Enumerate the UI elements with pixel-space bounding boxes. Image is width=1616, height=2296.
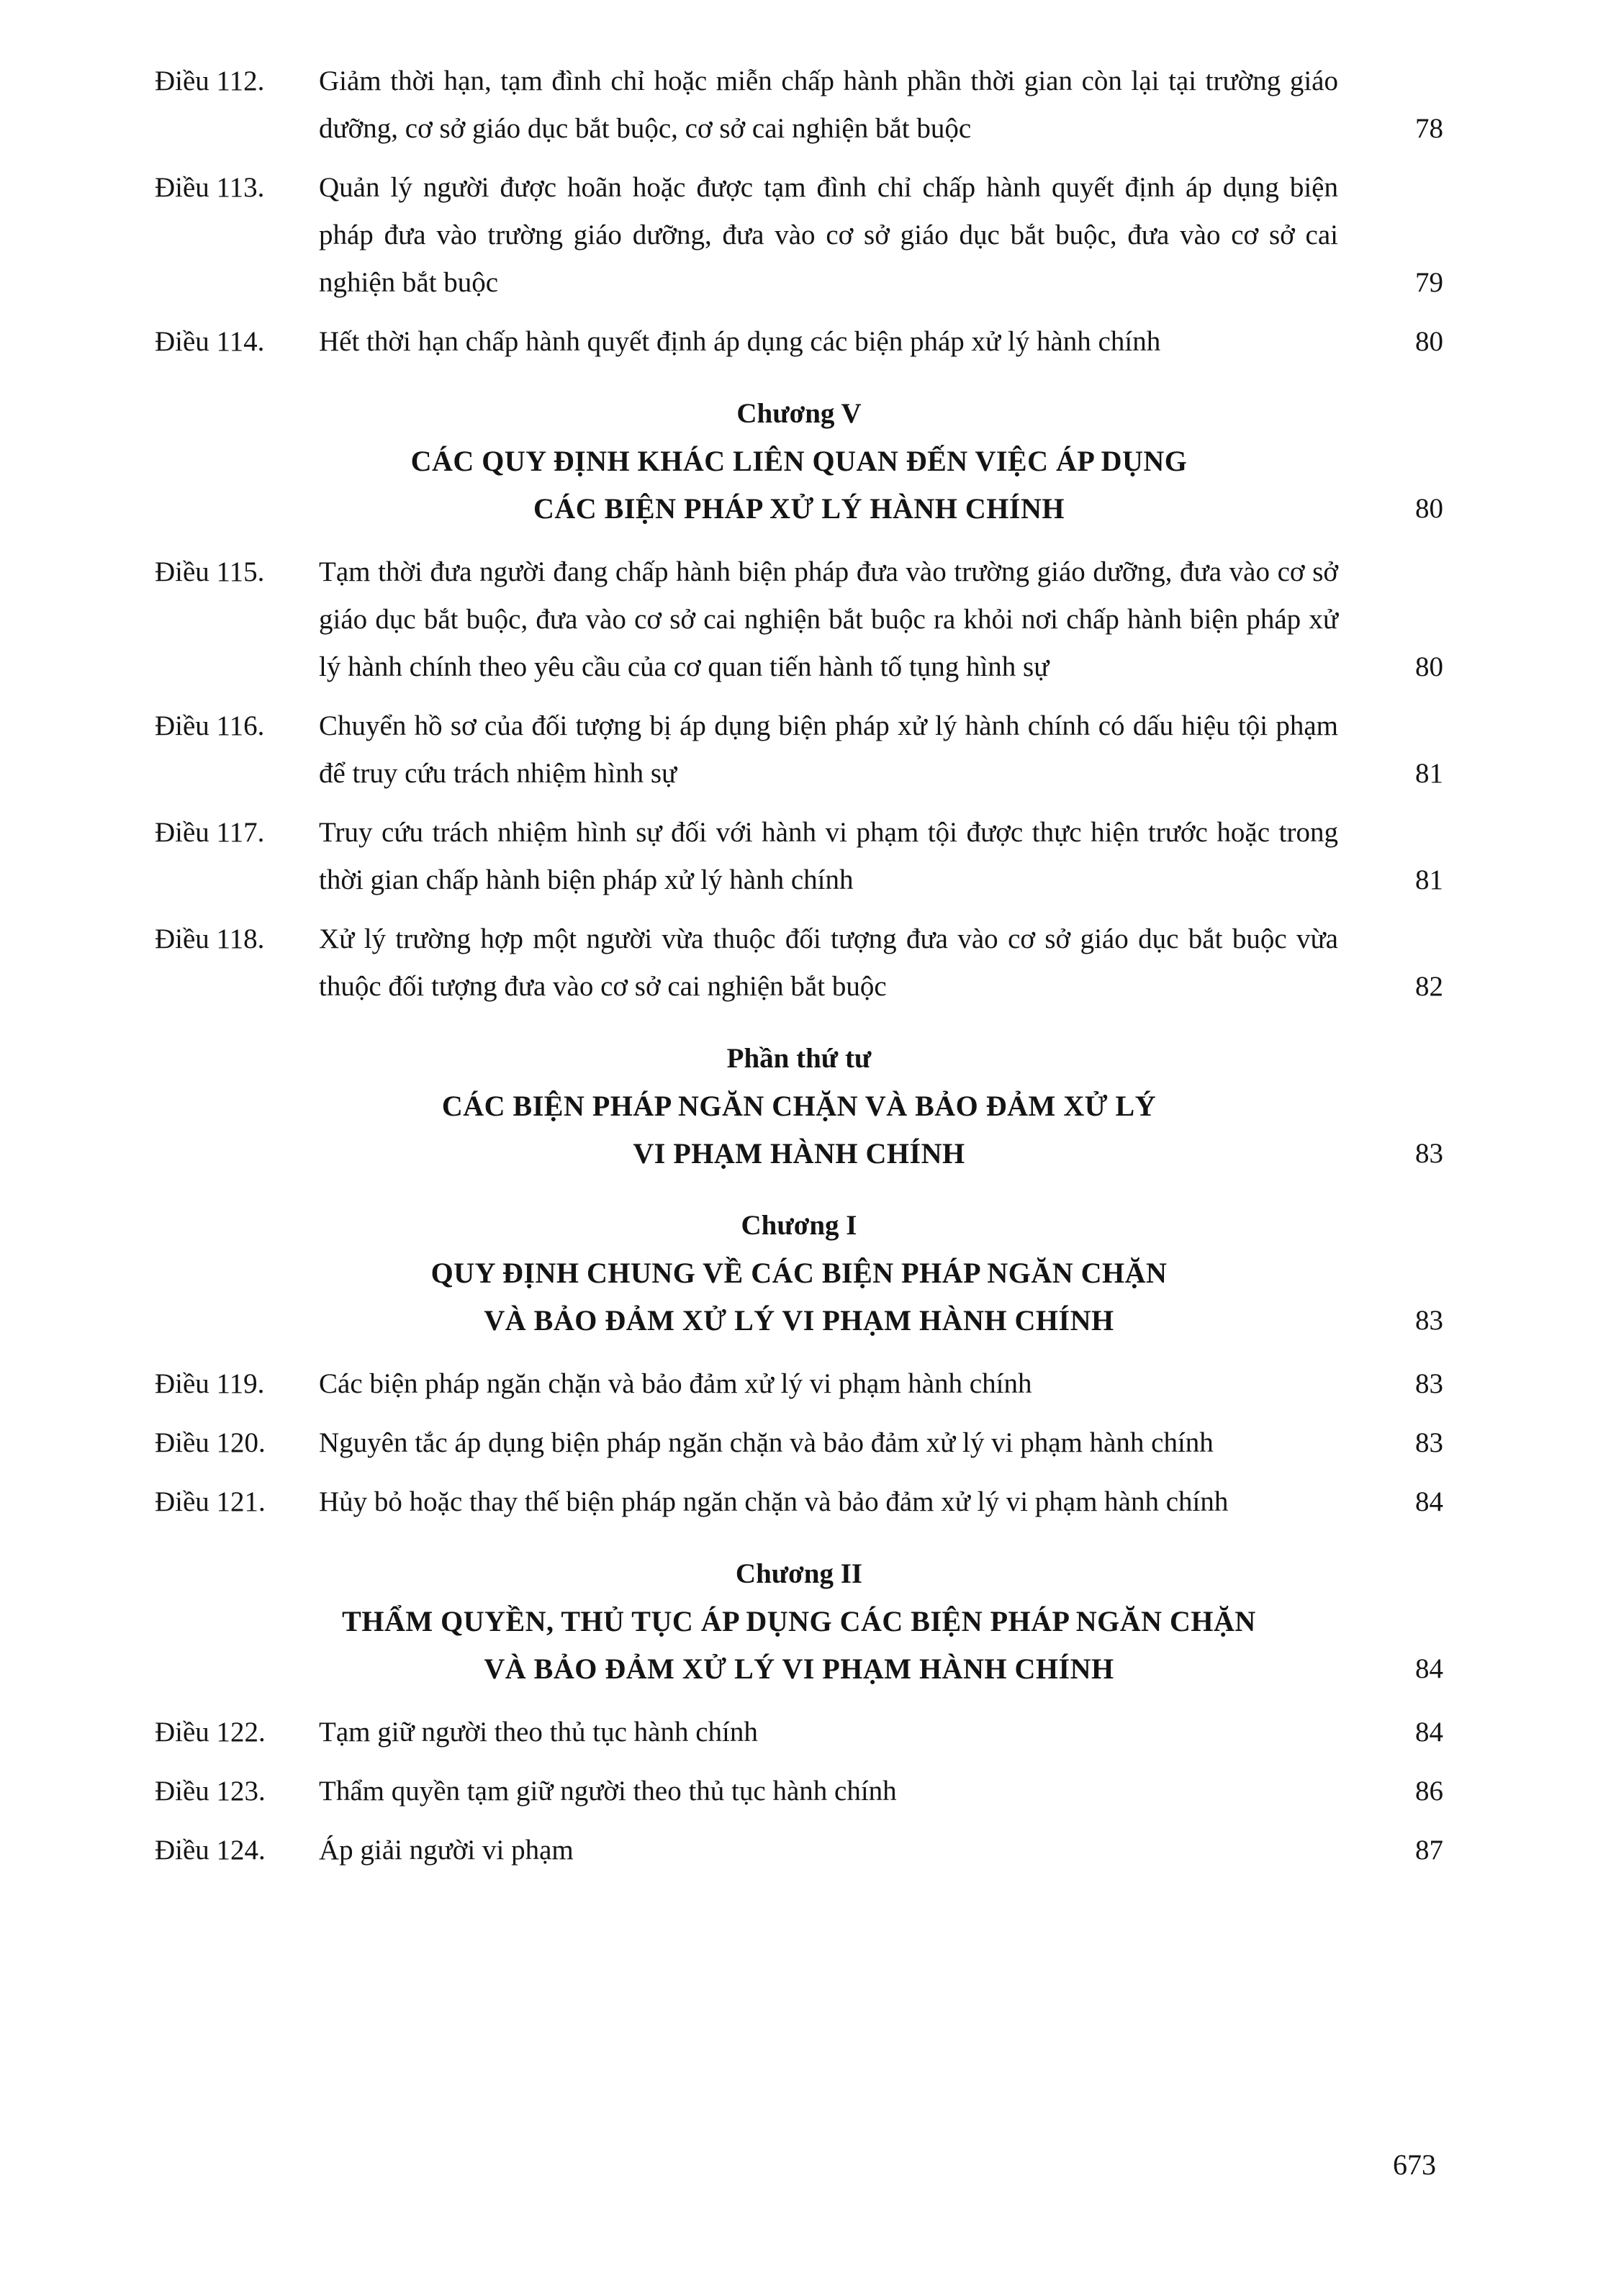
heading-title-line: CÁC BIỆN PHÁP XỬ LÝ HÀNH CHÍNH <box>533 492 1065 525</box>
heading-subtitle: Chương I <box>741 1210 857 1241</box>
entry-title: Tạm giữ người theo thủ tục hành chính <box>319 1717 758 1748</box>
heading-page-number: 83 <box>1415 1138 1443 1169</box>
heading-title-line: VÀ BẢO ĐẢM XỬ LÝ VI PHẠM HÀNH CHÍNH <box>484 1653 1114 1685</box>
entry-title: Hết thời hạn chấp hành quyết định áp dụng các biện pháp xử lý hành chính <box>319 326 1161 357</box>
chapter-heading <box>155 390 1443 533</box>
entry-title: Truy cứu trách nhiệm hình sự đối với hành vi phạm tội được thực hiện trước hoặc trong thời gian chấp hành biện pháp xử lý hành chính <box>319 817 1338 895</box>
entry-page-number: 81 <box>1415 758 1443 789</box>
toc-entry <box>155 809 1443 904</box>
heading-title-line: VÀ BẢO ĐẢM XỬ LÝ VI PHẠM HÀNH CHÍNH <box>484 1304 1114 1337</box>
entry-page-number: 83 <box>1415 1368 1443 1399</box>
toc-entry <box>155 1478 1443 1526</box>
toc-entry <box>155 1419 1443 1467</box>
entry-article-label: Điều 119. <box>155 1368 265 1399</box>
entry-page-number: 80 <box>1415 651 1443 682</box>
toc-entry <box>155 1360 1443 1408</box>
entry-page-number: 87 <box>1415 1835 1443 1866</box>
entry-title: Các biện pháp ngăn chặn và bảo đảm xử lý vi phạm hành chính <box>319 1368 1032 1399</box>
heading-subtitle: Phần thứ tư <box>726 1043 872 1074</box>
toc-entry <box>155 1768 1443 1815</box>
entry-article-label: Điều 115. <box>155 556 265 587</box>
entry-title: Áp giải người vi phạm <box>319 1835 574 1866</box>
toc-entry <box>155 702 1443 797</box>
heading-title-line: VI PHẠM HÀNH CHÍNH <box>633 1137 965 1170</box>
toc-entry <box>155 1709 1443 1756</box>
entry-article-label: Điều 121. <box>155 1486 266 1517</box>
heading-title-line: CÁC QUY ĐỊNH KHÁC LIÊN QUAN ĐẾN VIỆC ÁP DỤNG <box>410 445 1188 477</box>
toc-entry <box>155 318 1443 366</box>
entry-article-label: Điều 118. <box>155 923 265 954</box>
heading-title-line: THẨM QUYỀN, THỦ TỤC ÁP DỤNG CÁC BIỆN PHÁP NGĂN CHẶN <box>342 1605 1256 1637</box>
entry-title: Nguyên tắc áp dụng biện pháp ngăn chặn và bảo đảm xử lý vi phạm hành chính <box>319 1427 1214 1458</box>
toc-entry <box>155 548 1443 691</box>
entry-page-number: 80 <box>1415 326 1443 357</box>
entry-page-number: 79 <box>1415 267 1443 298</box>
entry-article-label: Điều 112. <box>155 65 265 96</box>
heading-page-number: 80 <box>1415 493 1443 524</box>
toc-entry <box>155 1827 1443 1874</box>
chapter-heading <box>155 1202 1443 1344</box>
heading-title-line: CÁC BIỆN PHÁP NGĂN CHẶN VÀ BẢO ĐẢM XỬ LÝ <box>441 1090 1157 1122</box>
entry-title: Quản lý người được hoãn hoặc được tạm đình chỉ chấp hành quyết định áp dụng biện pháp đưa vào trường giáo dưỡng, đưa vào cơ sở giáo dục bắt buộc, đưa vào cơ sở cai nghiện bắt buộc <box>319 172 1338 298</box>
toc-list <box>155 58 1443 1886</box>
entry-page-number: 83 <box>1415 1427 1443 1458</box>
entry-page-number: 82 <box>1415 971 1443 1002</box>
heading-page-number: 83 <box>1415 1305 1443 1336</box>
entry-article-label: Điều 114. <box>155 326 265 357</box>
entry-page-number: 84 <box>1415 1486 1443 1517</box>
entry-title: Tạm thời đưa người đang chấp hành biện pháp đưa vào trường giáo dưỡng, đưa vào cơ sở giáo dục bắt buộc, đưa vào cơ sở cai nghiện bắt buộc ra khỏi nơi chấp hành biện pháp xử lý hành chính theo yêu cầu của cơ quan tiến hành tố tụng hình sự <box>319 556 1338 682</box>
heading-subtitle: Chương II <box>735 1558 863 1589</box>
entry-article-label: Điều 117. <box>155 817 265 848</box>
entry-page-number: 84 <box>1415 1717 1443 1748</box>
entry-page-number: 86 <box>1415 1776 1443 1807</box>
entry-title: Xử lý trường hợp một người vừa thuộc đối tượng đưa vào cơ sở giáo dục bắt buộc vừa thuộc đối tượng đưa vào cơ sở cai nghiện bắt buộc <box>319 923 1338 1002</box>
entry-article-label: Điều 122. <box>155 1717 266 1748</box>
entry-page-number: 78 <box>1415 113 1443 144</box>
entry-title: Thẩm quyền tạm giữ người theo thủ tục hành chính <box>319 1776 897 1807</box>
chapter-heading <box>155 1550 1443 1693</box>
toc-entry <box>155 164 1443 307</box>
page-number: 673 <box>1393 2148 1436 2181</box>
entry-article-label: Điều 124. <box>155 1835 266 1866</box>
heading-page-number: 84 <box>1415 1653 1443 1684</box>
entry-title: Hủy bỏ hoặc thay thế biện pháp ngăn chặn và bảo đảm xử lý vi phạm hành chính <box>319 1486 1229 1517</box>
entry-page-number: 81 <box>1415 864 1443 895</box>
entry-article-label: Điều 120. <box>155 1427 266 1458</box>
heading-title-line: QUY ĐỊNH CHUNG VỀ CÁC BIỆN PHÁP NGĂN CHẶN <box>430 1257 1168 1289</box>
entry-article-label: Điều 123. <box>155 1776 266 1807</box>
part-heading <box>155 1035 1443 1178</box>
toc-entry <box>155 916 1443 1011</box>
heading-subtitle: Chương V <box>736 398 862 429</box>
entry-article-label: Điều 116. <box>155 710 265 741</box>
entry-title: Giảm thời hạn, tạm đình chỉ hoặc miễn chấp hành phần thời gian còn lại tại trường giáo dưỡng, cơ sở giáo dục bắt buộc, cơ sở cai nghiện bắt buộc <box>319 65 1338 144</box>
entry-title: Chuyển hồ sơ của đối tượng bị áp dụng biện pháp xử lý hành chính có dấu hiệu tội phạm để truy cứu trách nhiệm hình sự <box>319 710 1338 789</box>
toc-entry <box>155 58 1443 153</box>
entry-article-label: Điều 113. <box>155 172 265 203</box>
